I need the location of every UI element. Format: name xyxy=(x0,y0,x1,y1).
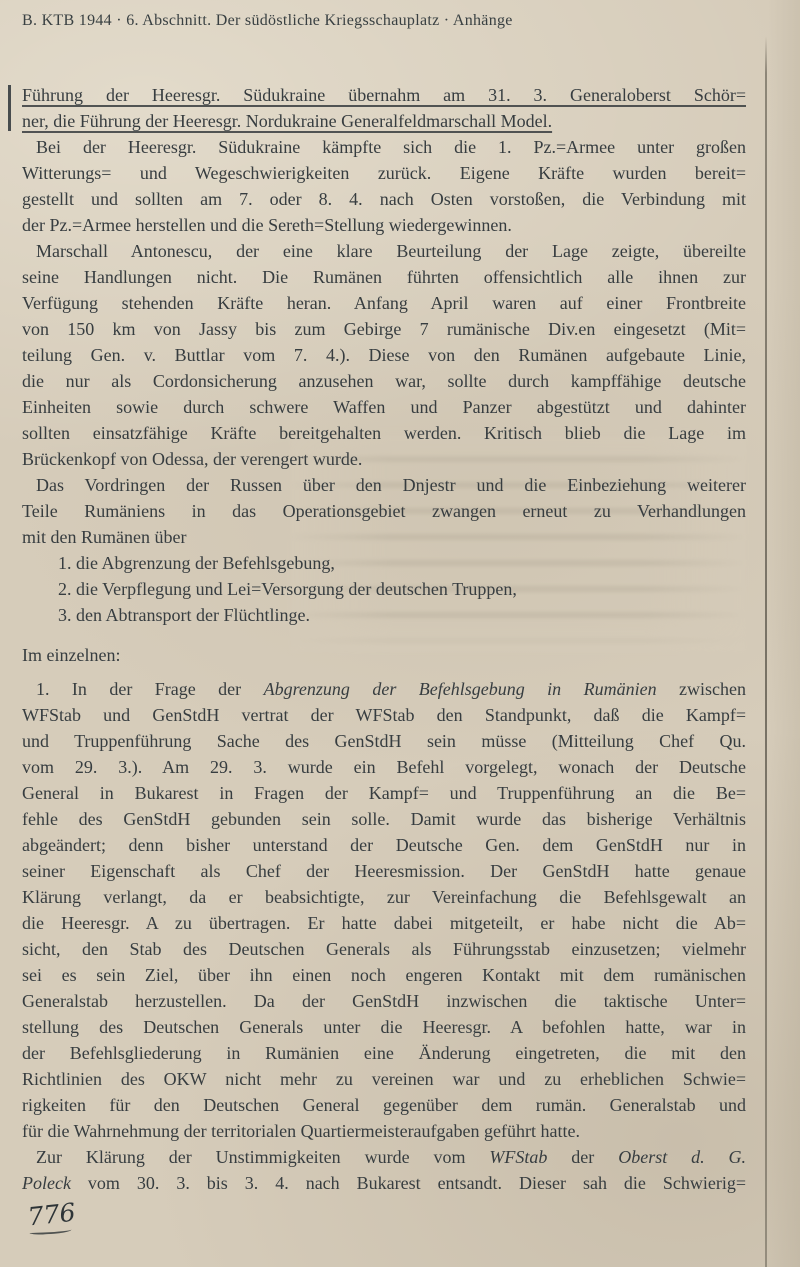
paragraph xyxy=(22,1144,746,1196)
text-line: WFStab und GenStdH vertrat der WFStab den Standpunkt, daß die Kampf= xyxy=(22,705,746,725)
text-line: fehle des GenStdH gebunden sein solle. Damit wurde das bisherige Verhältnis xyxy=(22,809,746,829)
paragraph xyxy=(22,642,746,668)
text-line: Teile Rumäniens in das Operationsgebiet zwangen erneut zu Verhandlungen xyxy=(22,501,746,521)
text-line: 3. den Abtransport der Flüchtlinge. xyxy=(58,605,310,625)
text-line: Marschall Antonescu, der eine klare Beurteilung der Lage zeigte, übereilte xyxy=(36,241,746,261)
text-line: ner, die Führung der Heeresgr. Nordukraine Generalfeldmarschall Model. xyxy=(22,111,553,131)
text-line: von 150 km von Jassy bis zum Gebirge 7 rumänische Div.en eingesetzt (Mit= xyxy=(22,319,746,339)
text-line: der Pz.=Armee herstellen und die Sereth=Stellung wiedergewinnen. xyxy=(22,215,512,235)
text-line: Witterungs= und Wegeschwierigkeiten zurück. Eigene Kräfte wurden bereit= xyxy=(22,163,746,183)
text-line: Bei der Heeresgr. Südukraine kämpfte sich die 1. Pz.=Armee unter großen xyxy=(36,137,746,157)
text-line: teilung Gen. v. Buttlar vom 7. 4.). Diese von den Rumänen aufgebaute Linie, xyxy=(22,345,746,365)
text-line: Das Vordringen der Russen über den Dnjestr und die Einbeziehung weiterer xyxy=(36,475,746,495)
text-line: für die Wahrnehmung der territorialen Quartiermeisteraufgaben geführt hatte. xyxy=(22,1121,580,1141)
page-body xyxy=(22,82,746,1196)
paragraph xyxy=(22,676,746,1144)
text-line: Einheiten sowie durch schwere Waffen und Panzer abgestützt und dahinter xyxy=(22,397,746,417)
text-line: der Befehlsgliederung in Rumänien eine Änderung eingetreten, die mit den xyxy=(22,1043,746,1063)
text-line: die nur als Cordonsicherung anzusehen war, sollte durch kampffähige deutsche xyxy=(22,371,746,391)
text-line: stellung des Deutschen Generals unter die Heeresgr. A befohlen hatte, war in xyxy=(22,1017,746,1037)
text-line: rigkeiten für den Deutschen General gegenüber dem rumän. Generalstab und xyxy=(22,1095,746,1115)
text-line: abgeändert; denn bisher unterstand der Deutsche Gen. dem GenStdH nur in xyxy=(22,835,746,855)
page-edge-line xyxy=(765,36,767,1267)
text-line: Führung der Heeresgr. Südukraine übernahm am 31. 3. Generaloberst Schör= xyxy=(22,85,746,105)
text-line: Brückenkopf von Odessa, der verengert wurde. xyxy=(22,449,363,469)
paragraph xyxy=(22,238,746,472)
page-edge-shading xyxy=(767,0,800,1267)
paragraph xyxy=(22,550,746,628)
text-line: gestellt und sollten am 7. oder 8. 4. nach Osten vorstoßen, die Verbindung mit xyxy=(22,189,746,209)
paragraph xyxy=(22,82,746,134)
text-line: sollten einsatzfähige Kräfte bereitgehalten werden. Kritisch blieb die Lage im xyxy=(22,423,746,443)
paragraph xyxy=(22,472,746,550)
page-number: 776 xyxy=(26,1198,77,1238)
text-line: und Truppenführung Sache des GenStdH sein müsse (Mitteilung Chef Qu. xyxy=(22,731,746,751)
text-line: Richtlinien des OKW nicht mehr zu vereinen war und zu erheblichen Schwie= xyxy=(22,1069,746,1089)
text-line: sei es sein Ziel, über ihn einen noch engeren Kontakt mit dem rumänischen xyxy=(22,965,746,985)
text-line: Im einzelnen: xyxy=(22,645,121,665)
text-line: Poleck vom 30. 3. bis 3. 4. nach Bukarest entsandt. Dieser sah die Schwierig= xyxy=(22,1173,746,1193)
text-line: sicht, den Stab des Deutschen Generals als Führungsstab einzusetzen; vielmehr xyxy=(22,939,746,959)
text-line: Verfügung stehenden Kräfte heran. Anfang April waren auf einer Frontbreite xyxy=(22,293,746,313)
text-line: 2. die Verpflegung und Lei=Versorgung der deutschen Truppen, xyxy=(58,579,517,599)
paragraph xyxy=(22,134,746,238)
text-line: seine Handlungen nicht. Die Rumänen führten offensichtlich alle ihnen zur xyxy=(22,267,746,287)
text-line: die Heeresgr. A zu übertragen. Er hatte dabei mitgeteilt, er habe nicht die Ab= xyxy=(22,913,746,933)
text-line: vom 29. 3.). Am 29. 3. wurde ein Befehl vorgelegt, wonach der Deutsche xyxy=(22,757,746,777)
text-line: Klärung verlangt, da er beabsichtigte, zur Vereinfachung die Befehlsgewalt an xyxy=(22,887,746,907)
running-header: B. KTB 1944 · 6. Abschnitt. Der südöstliche Kriegsschauplatz · Anhänge xyxy=(22,12,513,29)
text-line: General in Bukarest in Fragen der Kampf= und Truppenführung an die Be= xyxy=(22,783,746,803)
text-line: mit den Rumänen über xyxy=(22,527,187,547)
text-line: 1. In der Frage der Abgrenzung der Befehlsgebung in Rumänien zwischen xyxy=(36,679,746,699)
text-line: 1. die Abgrenzung der Befehlsgebung, xyxy=(58,553,335,573)
text-line: Zur Klärung der Unstimmigkeiten wurde vom WFStab der Oberst d. G. xyxy=(36,1147,747,1167)
text-line: Generalstab herzustellen. Da der GenStdH inzwischen die taktische Unter= xyxy=(22,991,746,1011)
text-line: seiner Eigenschaft als Chef der Heeresmission. Der GenStdH hatte genaue xyxy=(22,861,746,881)
